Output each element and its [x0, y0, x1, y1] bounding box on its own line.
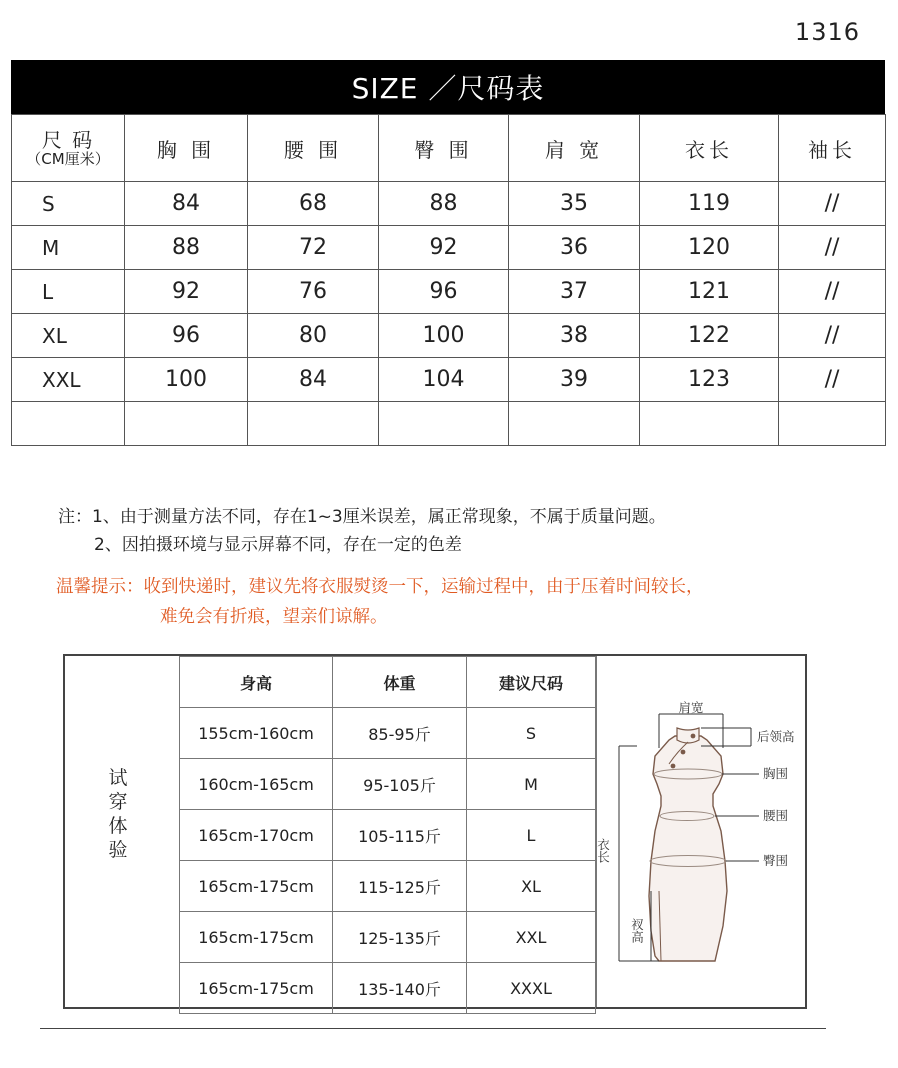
table-cell: 96: [125, 314, 248, 358]
table-cell: [125, 402, 248, 446]
table-cell: M: [467, 759, 596, 810]
table-cell: 121: [640, 270, 779, 314]
table-cell: 165cm-175cm: [180, 912, 333, 963]
table-cell: 115-125斤: [333, 861, 467, 912]
table-row-empty: [12, 402, 886, 446]
header-height: 身高: [180, 657, 333, 708]
table-cell: XL: [12, 314, 125, 358]
tip-line-2: 难免会有折痕，望亲们谅解。: [160, 607, 388, 627]
table-row: [12, 182, 886, 226]
table-cell: S: [467, 708, 596, 759]
label-back-collar: 后领高: [757, 729, 795, 744]
fitting-label-char: 穿: [108, 791, 128, 813]
table-row: [180, 759, 596, 810]
fitting-table-header-row: [180, 657, 596, 708]
table-cell: 84: [248, 358, 379, 402]
table-row: [180, 708, 596, 759]
table-cell: 96: [379, 270, 509, 314]
header-size-label: 尺 码: [41, 127, 95, 152]
table-cell: 120: [640, 226, 779, 270]
table-row: [180, 861, 596, 912]
header-sleeve: 袖长: [779, 115, 886, 182]
table-cell: 155cm-160cm: [180, 708, 333, 759]
label-waist: 腰围: [763, 808, 789, 823]
table-cell: XXXL: [467, 963, 596, 1014]
table-cell: 85-95斤: [333, 708, 467, 759]
table-cell: 165cm-170cm: [180, 810, 333, 861]
header-size: [12, 115, 125, 182]
table-cell: 38: [509, 314, 640, 358]
table-cell: 122: [640, 314, 779, 358]
label-chest: 胸围: [763, 766, 789, 781]
table-cell: 100: [379, 314, 509, 358]
table-cell: 125-135斤: [333, 912, 467, 963]
table-cell: //: [779, 358, 886, 402]
header-waist: 腰 围: [248, 115, 379, 182]
table-row: [12, 226, 886, 270]
table-cell: 35: [509, 182, 640, 226]
table-cell: 88: [125, 226, 248, 270]
size-table-header-row: [12, 115, 886, 182]
table-cell: 95-105斤: [333, 759, 467, 810]
table-row: [12, 270, 886, 314]
table-cell: 105-115斤: [333, 810, 467, 861]
fitting-table: [179, 656, 596, 1014]
table-cell: //: [779, 226, 886, 270]
table-cell: 104: [379, 358, 509, 402]
fitting-label-char: 验: [108, 839, 128, 861]
table-cell: [640, 402, 779, 446]
table-cell: //: [779, 182, 886, 226]
table-cell: 165cm-175cm: [180, 963, 333, 1014]
table-cell: 165cm-175cm: [180, 861, 333, 912]
table-row: [180, 912, 596, 963]
measurement-notes: [58, 503, 666, 559]
label-length: 衣长: [597, 838, 611, 863]
fitting-label-char: 体: [108, 815, 128, 837]
header-unit-label: （CM厘米）: [26, 149, 110, 168]
table-cell: 37: [509, 270, 640, 314]
table-cell: 84: [125, 182, 248, 226]
tip-line-1: 温馨提示：收到快递时，建议先将衣服熨烫一下，运输过程中，由于压着时间较长，: [56, 577, 704, 597]
table-cell: //: [779, 270, 886, 314]
fitting-label: [107, 766, 129, 862]
table-row: [180, 963, 596, 1014]
dress-measurement-diagram: [596, 656, 808, 1007]
fitting-label-char: 试: [108, 767, 128, 789]
table-cell: [248, 402, 379, 446]
header-hip: 臀 围: [379, 115, 509, 182]
table-cell: [12, 402, 125, 446]
table-cell: 39: [509, 358, 640, 402]
qipao-dress-icon: [597, 656, 808, 1007]
table-cell: 92: [379, 226, 509, 270]
table-row: [12, 314, 886, 358]
fitting-experience-box: [63, 654, 807, 1009]
table-cell: 119: [640, 182, 779, 226]
table-cell: 68: [248, 182, 379, 226]
table-cell: 92: [125, 270, 248, 314]
note-line-1: 注：1、由于测量方法不同，存在1~3厘米误差，属正常现象，不属于质量问题。: [58, 507, 666, 527]
note-line-2: 2、因拍摄环境与显示屏幕不同，存在一定的色差: [94, 535, 462, 555]
table-cell: 160cm-165cm: [180, 759, 333, 810]
table-cell: 135-140斤: [333, 963, 467, 1014]
table-cell: 123: [640, 358, 779, 402]
table-cell: XL: [467, 861, 596, 912]
label-slit: 衩高: [629, 918, 645, 943]
label-shoulder: 肩宽: [678, 700, 704, 715]
header-weight: 体重: [333, 657, 467, 708]
table-cell: L: [467, 810, 596, 861]
table-cell: M: [12, 226, 125, 270]
header-length: 衣长: [640, 115, 779, 182]
table-cell: 88: [379, 182, 509, 226]
header-suggested-size: 建议尺码: [467, 657, 596, 708]
table-cell: 76: [248, 270, 379, 314]
product-code: 1316: [794, 18, 860, 46]
label-hip: 臀围: [763, 853, 789, 868]
size-table: [11, 114, 886, 446]
table-row: [180, 810, 596, 861]
table-row: [12, 358, 886, 402]
table-cell: 80: [248, 314, 379, 358]
header-chest: 胸 围: [125, 115, 248, 182]
table-cell: 72: [248, 226, 379, 270]
header-shoulder: 肩 宽: [509, 115, 640, 182]
table-cell: S: [12, 182, 125, 226]
table-cell: XXL: [467, 912, 596, 963]
table-cell: [509, 402, 640, 446]
warm-tip: [56, 572, 704, 632]
table-cell: XXL: [12, 358, 125, 402]
table-cell: //: [779, 314, 886, 358]
table-cell: 100: [125, 358, 248, 402]
table-cell: [779, 402, 886, 446]
size-table-title: SIZE ／尺码表: [11, 60, 885, 114]
table-cell: 36: [509, 226, 640, 270]
table-cell: [379, 402, 509, 446]
bottom-divider: [40, 1028, 826, 1029]
table-cell: L: [12, 270, 125, 314]
